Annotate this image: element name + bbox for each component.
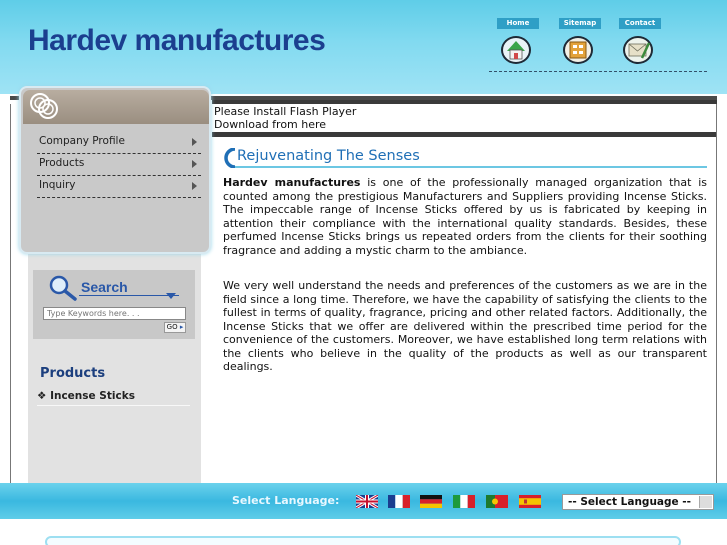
heading-underline (235, 166, 707, 168)
sitemap-icon (560, 32, 596, 66)
company-name: Hardev manufactures (223, 176, 361, 189)
page-title: Rejuvenating The Senses (237, 148, 420, 164)
dropdown-arrow-icon (699, 496, 712, 508)
sidebar-item-label: Company Profile (39, 135, 125, 147)
italy-flag-icon[interactable] (453, 495, 475, 508)
site-header (0, 0, 727, 94)
sidebar-item-company-profile[interactable] (37, 132, 201, 154)
sidebar-menu-header (23, 90, 209, 124)
nav-home-label: Home (497, 18, 539, 29)
site-logo[interactable]: Hardev manufactures (28, 24, 326, 57)
search-panel (33, 270, 195, 339)
germany-flag-icon[interactable] (420, 495, 442, 508)
products-heading: Products (40, 366, 106, 381)
home-icon (498, 32, 534, 66)
flash-notice (214, 105, 356, 131)
search-go-button[interactable] (164, 322, 186, 333)
sidebar-item-inquiry[interactable] (37, 176, 201, 198)
nav-sitemap[interactable] (559, 18, 601, 68)
chevron-down-icon (166, 293, 176, 299)
content-divider-top (212, 100, 717, 104)
top-nav (497, 18, 677, 68)
bullet-icon: ❖ (37, 390, 51, 402)
product-link-incense-sticks[interactable] (37, 390, 190, 406)
sidebar-item-label: Inquiry (39, 179, 76, 191)
chevron-right-icon (192, 160, 197, 168)
chevron-right-icon (192, 138, 197, 146)
product-link-label: Incense Sticks (50, 390, 135, 402)
sidebar-item-label: Products (39, 157, 85, 169)
nav-contact-label: Contact (619, 18, 661, 29)
play-arrow-icon: ▸ (177, 323, 184, 331)
spiral-logo-icon (29, 92, 61, 122)
language-label: Select Language: (232, 494, 340, 507)
intro-paragraph (223, 176, 707, 257)
search-input[interactable] (43, 307, 186, 320)
nav-contact[interactable] (619, 18, 661, 68)
chevron-right-icon (192, 182, 197, 190)
portugal-flag-icon[interactable] (486, 495, 508, 508)
content-divider-bottom (212, 132, 717, 137)
content-heading (223, 146, 707, 168)
sidebar-menu (19, 86, 211, 254)
about-paragraph: We very well understand the needs and preferences of the customers as we are in the field since a long time. Therefore, we have the capability of satisfying the clients to the fullest in terms of quality, fragrance, pricing and other related factors. Additionally, the Incense Sticks that we offer are delivered within the prescribed time period for the convenience of the customers. Moreover, we have established long term relations with the clients who believe in the quality of the products as well as our transparent dealings. (223, 279, 707, 373)
search-icon (47, 274, 81, 302)
search-title: Search (81, 279, 128, 295)
page-frame-left (10, 104, 11, 484)
flash-install-text: Please Install Flash Player (214, 105, 357, 118)
nav-divider (489, 71, 707, 72)
nav-sitemap-label: Sitemap (559, 18, 601, 29)
nav-home[interactable] (497, 18, 539, 68)
uk-flag-icon[interactable] (356, 495, 378, 508)
sidebar-item-products[interactable] (37, 154, 201, 176)
page-frame-right (716, 104, 717, 484)
heading-arc-icon (223, 148, 237, 168)
sidebar-menu-list (37, 132, 201, 198)
intro-text: is one of the professionally managed organization that is counted among the prestigious Manufacturers and Suppliers providing Incense Sticks. The impeccable range of Incense Sticks offered by us is fabricated by keeping in attention their compliance with the international quality standards. Besides, these perfumed Incense Sticks brings us repeated orders from the clients for their soothing fragrance and adding a mystic charm to the ambiance. (223, 176, 707, 257)
bottom-panel (45, 536, 681, 545)
language-select-value: -- Select Language -- (568, 496, 692, 508)
france-flag-icon[interactable] (388, 495, 410, 508)
contact-icon (620, 32, 656, 66)
search-underline (79, 295, 179, 296)
spain-flag-icon[interactable] (519, 495, 541, 508)
go-button-label: GO (166, 323, 178, 331)
flash-download-link[interactable]: Download from here (214, 118, 327, 131)
language-select[interactable] (562, 494, 714, 510)
